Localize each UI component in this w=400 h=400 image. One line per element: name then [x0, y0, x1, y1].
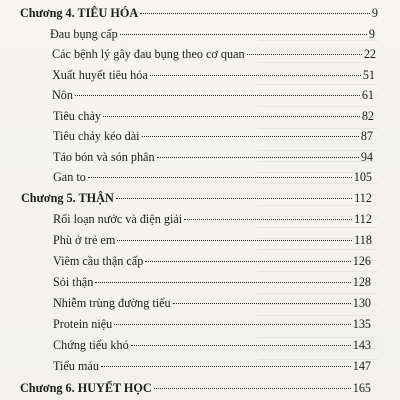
toc-entry-page: 112: [354, 191, 372, 205]
toc-leader-dots: [103, 116, 360, 117]
toc-entry-page: 9: [368, 27, 375, 41]
toc-chapter-5: [21, 189, 372, 207]
toc-entry-label: Xuất huyết tiêu hóa: [52, 68, 148, 82]
toc-entry-label: Táo bón và són phân: [53, 150, 155, 164]
toc-entry-label: Protein niệu: [53, 317, 113, 331]
toc-entry-label: Sỏi thận: [53, 275, 94, 289]
toc-item: [53, 294, 371, 312]
toc-item: [50, 25, 375, 43]
toc-leader-dots: [116, 198, 352, 199]
toc-item: [53, 252, 371, 270]
toc-entry-page: 128: [352, 275, 371, 289]
toc-item: [52, 45, 376, 63]
toc-leader-dots: [173, 303, 351, 304]
toc-item: [53, 273, 371, 291]
toc-leader-dots: [95, 282, 350, 283]
toc-item: [53, 231, 372, 249]
toc-item: [53, 148, 373, 166]
toc-entry-label: Rối loạn nước và điện giải: [53, 212, 183, 226]
toc-item: [53, 336, 371, 354]
toc-leader-dots: [120, 34, 367, 35]
toc-entry-label: Chương 5. THẬN: [21, 191, 114, 205]
toc-entry-page: 135: [352, 317, 371, 331]
toc-entry-page: 61: [361, 88, 374, 102]
toc-entry-page: 165: [352, 381, 371, 395]
toc-entry-label: Chương 6. HUYẾT HỌC: [20, 381, 152, 395]
toc-item: [53, 107, 374, 125]
toc-leader-dots: [117, 240, 352, 241]
toc-entry-label: Đau bụng cấp: [50, 27, 118, 41]
toc-entry-page: 94: [360, 150, 373, 164]
toc-entry-page: 147: [352, 359, 371, 373]
toc-entry-page: 82: [361, 109, 374, 123]
toc-leader-dots: [154, 388, 351, 389]
toc-leader-dots: [145, 261, 350, 262]
toc-chapter-4: [20, 4, 378, 22]
toc-leader-dots: [131, 345, 351, 346]
toc-item: [53, 127, 373, 145]
toc-entry-label: Nhiễm trùng đường tiểu: [53, 296, 171, 310]
toc-entry-page: 118: [354, 233, 372, 247]
toc-entry-page: 130: [352, 296, 371, 310]
toc-entry-label: Phù ở trẻ em: [53, 233, 116, 247]
toc-entry-page: 105: [353, 170, 372, 184]
toc-entry-page: 22: [363, 47, 376, 61]
toc-leader-dots: [88, 177, 352, 178]
toc-leader-dots: [114, 324, 350, 325]
toc-item: [52, 66, 375, 84]
toc-leader-dots: [157, 157, 359, 158]
toc-entry-label: Các bệnh lý gây đau bụng theo cơ quan: [52, 47, 245, 61]
toc-entry-page: 143: [352, 338, 371, 352]
toc-leader-dots: [247, 54, 362, 55]
toc-entry-label: Gan to: [53, 170, 86, 184]
toc-entry-label: Chương 4. TIÊU HÓA: [20, 6, 139, 20]
toc-entry-label: Tiêu chảy: [53, 109, 101, 123]
toc-entry-page: 51: [362, 68, 375, 82]
toc-chapter-6: [20, 379, 371, 397]
toc-entry-page: 9: [371, 6, 378, 20]
toc-leader-dots: [142, 136, 359, 137]
toc-leader-dots: [75, 95, 360, 96]
toc-entry-page: 87: [360, 129, 373, 143]
toc-entry-label: Tiểu máu: [53, 359, 99, 373]
toc-leader-dots: [101, 366, 351, 367]
toc-item: [53, 168, 372, 186]
toc-entry-page: 112: [354, 212, 372, 226]
toc-entry-label: Tiêu chảy kéo dài: [53, 129, 140, 143]
toc-entry-label: Viêm cầu thận cấp: [53, 254, 144, 268]
toc-item: [53, 315, 371, 333]
toc-item: [52, 86, 374, 104]
toc-item: [53, 357, 371, 375]
toc-entry-page: 126: [352, 254, 371, 268]
toc-leader-dots: [150, 75, 361, 76]
toc-leader-dots: [140, 13, 370, 14]
toc-entry-label: Nôn: [52, 88, 73, 102]
toc-leader-dots: [184, 219, 352, 220]
toc-item: [53, 210, 372, 228]
toc-entry-label: Chứng tiểu khó: [53, 338, 129, 352]
